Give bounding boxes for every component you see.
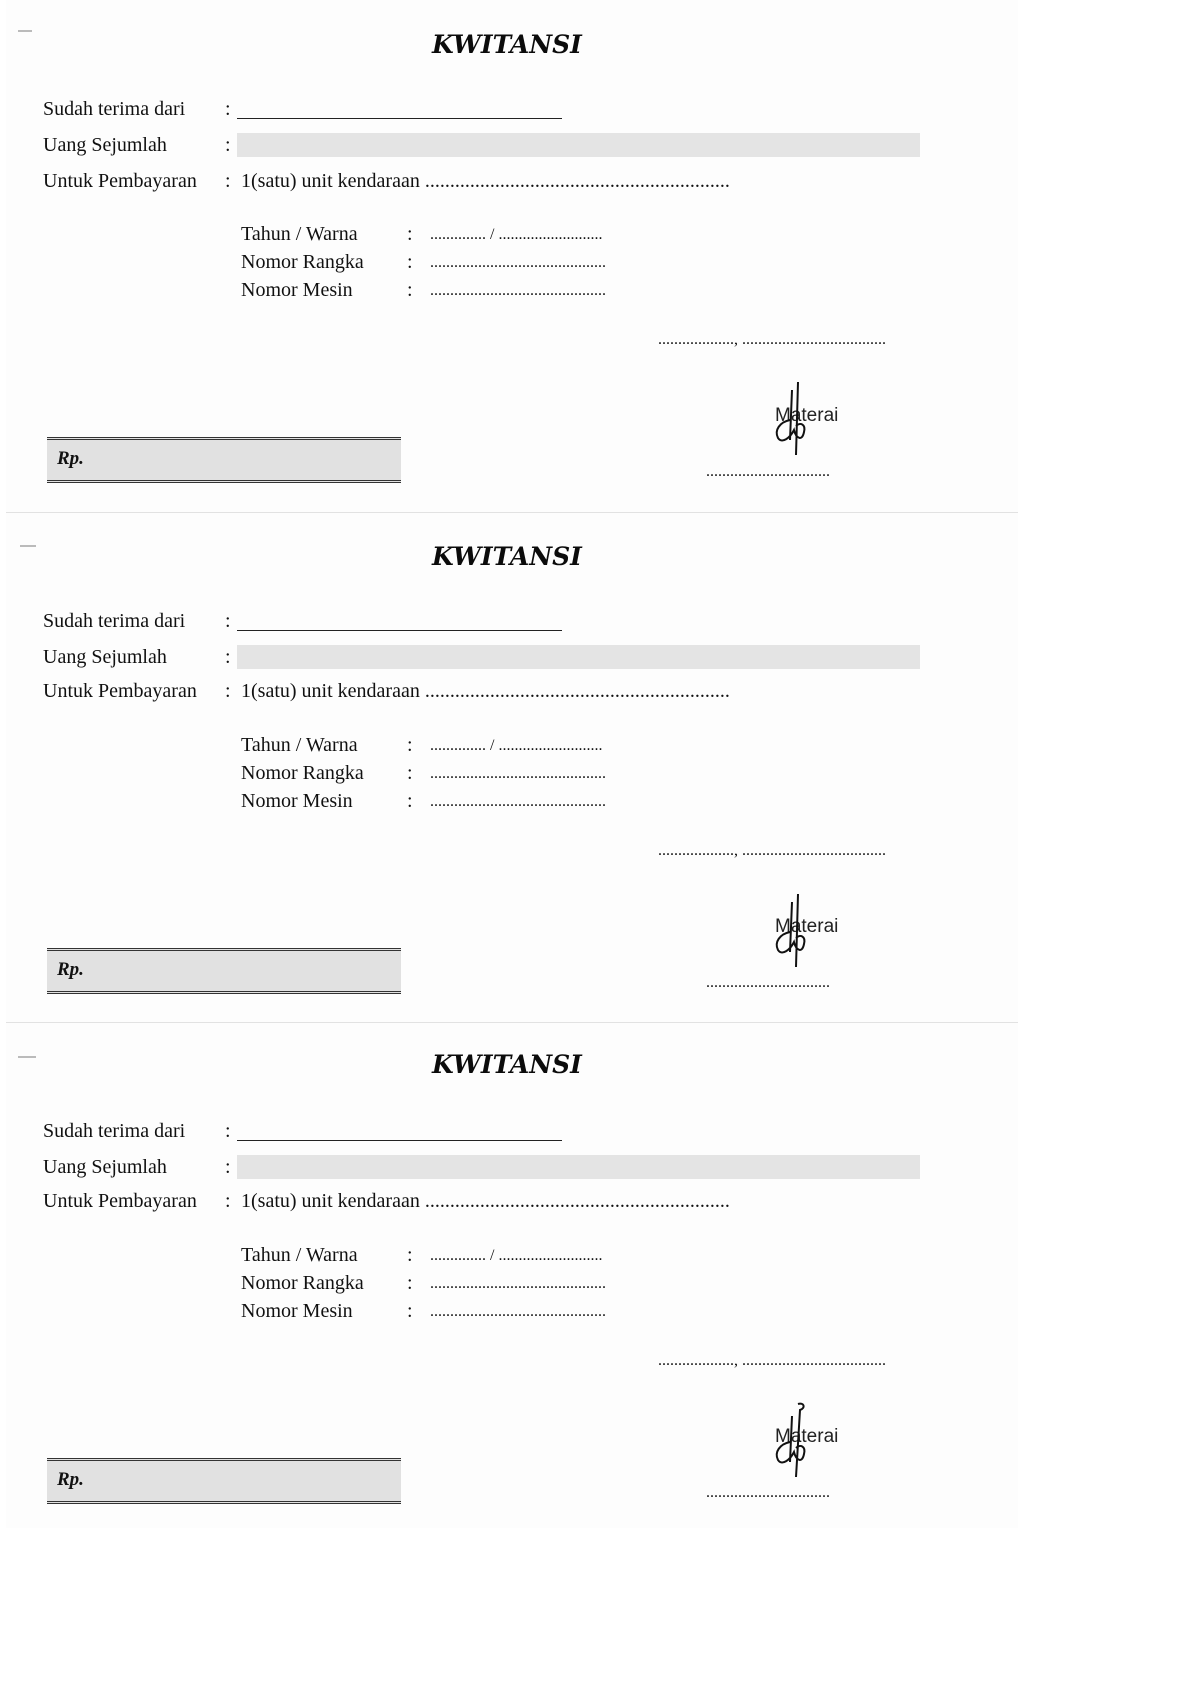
rp-label: Rp. bbox=[57, 959, 84, 980]
colon: : bbox=[225, 1190, 231, 1212]
rp-total-box[interactable] bbox=[47, 948, 401, 994]
colon: : bbox=[407, 251, 413, 273]
year-color-label: Tahun / Warna bbox=[241, 223, 358, 245]
stamp-label: Materai bbox=[775, 916, 839, 937]
colon: : bbox=[407, 790, 413, 812]
place-date-field[interactable]: ..................., .................................... bbox=[658, 1352, 886, 1369]
engine-number-label: Nomor Mesin bbox=[241, 279, 353, 301]
colon: : bbox=[225, 1156, 231, 1178]
rp-label: Rp. bbox=[57, 1469, 84, 1490]
place-date-field[interactable]: ..................., .................................... bbox=[658, 331, 886, 348]
colon: : bbox=[225, 98, 231, 120]
engine-number-field[interactable]: ............................................ bbox=[430, 793, 606, 810]
payment-label: Untuk Pembayaran bbox=[43, 1190, 197, 1212]
year-color-label: Tahun / Warna bbox=[241, 1244, 358, 1266]
colon: : bbox=[225, 610, 231, 632]
signature-scribble-icon bbox=[760, 1402, 820, 1482]
payment-description: 1(satu) unit kendaraan ............................................................. bbox=[241, 170, 730, 192]
colon: : bbox=[225, 680, 231, 702]
amount-label: Uang Sejumlah bbox=[43, 646, 167, 668]
receipt-title: KWITANSI bbox=[432, 542, 582, 571]
colon: : bbox=[407, 279, 413, 301]
amount-field[interactable] bbox=[237, 133, 920, 157]
colon: : bbox=[407, 1272, 413, 1294]
received-from-field[interactable] bbox=[237, 1140, 562, 1141]
colon: : bbox=[225, 1120, 231, 1142]
place-date-field[interactable]: ..................., .................................... bbox=[658, 842, 886, 859]
year-color-label: Tahun / Warna bbox=[241, 734, 358, 756]
signature-line[interactable]: ............................... bbox=[706, 1484, 830, 1501]
colon: : bbox=[225, 646, 231, 668]
rp-total-box[interactable] bbox=[47, 437, 401, 483]
received-from-label: Sudah terima dari bbox=[43, 1120, 186, 1142]
colon: : bbox=[407, 762, 413, 784]
signature-line[interactable]: ............................... bbox=[706, 463, 830, 480]
amount-field[interactable] bbox=[237, 645, 920, 669]
engine-number-label: Nomor Mesin bbox=[241, 1300, 353, 1322]
rp-total-box[interactable] bbox=[47, 1458, 401, 1504]
signature-scribble-icon bbox=[760, 892, 820, 972]
received-from-label: Sudah terima dari bbox=[43, 610, 186, 632]
receipt-1 bbox=[0, 0, 1012, 510]
receipt-title: KWITANSI bbox=[432, 30, 582, 59]
signature-line[interactable]: ............................... bbox=[706, 974, 830, 991]
payment-label: Untuk Pembayaran bbox=[43, 170, 197, 192]
payment-label: Untuk Pembayaran bbox=[43, 680, 197, 702]
frame-number-field[interactable]: ............................................ bbox=[430, 254, 606, 271]
engine-number-field[interactable]: ............................................ bbox=[430, 1303, 606, 1320]
amount-field[interactable] bbox=[237, 1155, 920, 1179]
frame-number-label: Nomor Rangka bbox=[241, 762, 364, 784]
receipt-3 bbox=[0, 1020, 1012, 1530]
receipt-title: KWITANSI bbox=[432, 1050, 582, 1079]
signature-scribble-icon bbox=[760, 380, 820, 460]
colon: : bbox=[407, 1300, 413, 1322]
amount-label: Uang Sejumlah bbox=[43, 1156, 167, 1178]
colon: : bbox=[407, 1244, 413, 1266]
frame-number-label: Nomor Rangka bbox=[241, 1272, 364, 1294]
received-from-label: Sudah terima dari bbox=[43, 98, 186, 120]
year-color-field[interactable]: .............. / .......................... bbox=[430, 226, 603, 243]
frame-number-label: Nomor Rangka bbox=[241, 251, 364, 273]
stamp-label: Materai bbox=[775, 405, 839, 426]
year-color-field[interactable]: .............. / .......................... bbox=[430, 1247, 603, 1264]
engine-number-label: Nomor Mesin bbox=[241, 790, 353, 812]
stamp-label: Materai bbox=[775, 1426, 839, 1447]
colon: : bbox=[225, 134, 231, 156]
receipt-2 bbox=[0, 512, 1012, 1022]
rp-label: Rp. bbox=[57, 448, 84, 469]
payment-description: 1(satu) unit kendaraan ............................................................. bbox=[241, 680, 730, 702]
received-from-field[interactable] bbox=[237, 118, 562, 119]
received-from-field[interactable] bbox=[237, 630, 562, 631]
frame-number-field[interactable]: ............................................ bbox=[430, 1275, 606, 1292]
frame-number-field[interactable]: ............................................ bbox=[430, 765, 606, 782]
colon: : bbox=[407, 734, 413, 756]
colon: : bbox=[225, 170, 231, 192]
year-color-field[interactable]: .............. / .......................... bbox=[430, 737, 603, 754]
payment-description: 1(satu) unit kendaraan ............................................................. bbox=[241, 1190, 730, 1212]
engine-number-field[interactable]: ............................................ bbox=[430, 282, 606, 299]
colon: : bbox=[407, 223, 413, 245]
amount-label: Uang Sejumlah bbox=[43, 134, 167, 156]
